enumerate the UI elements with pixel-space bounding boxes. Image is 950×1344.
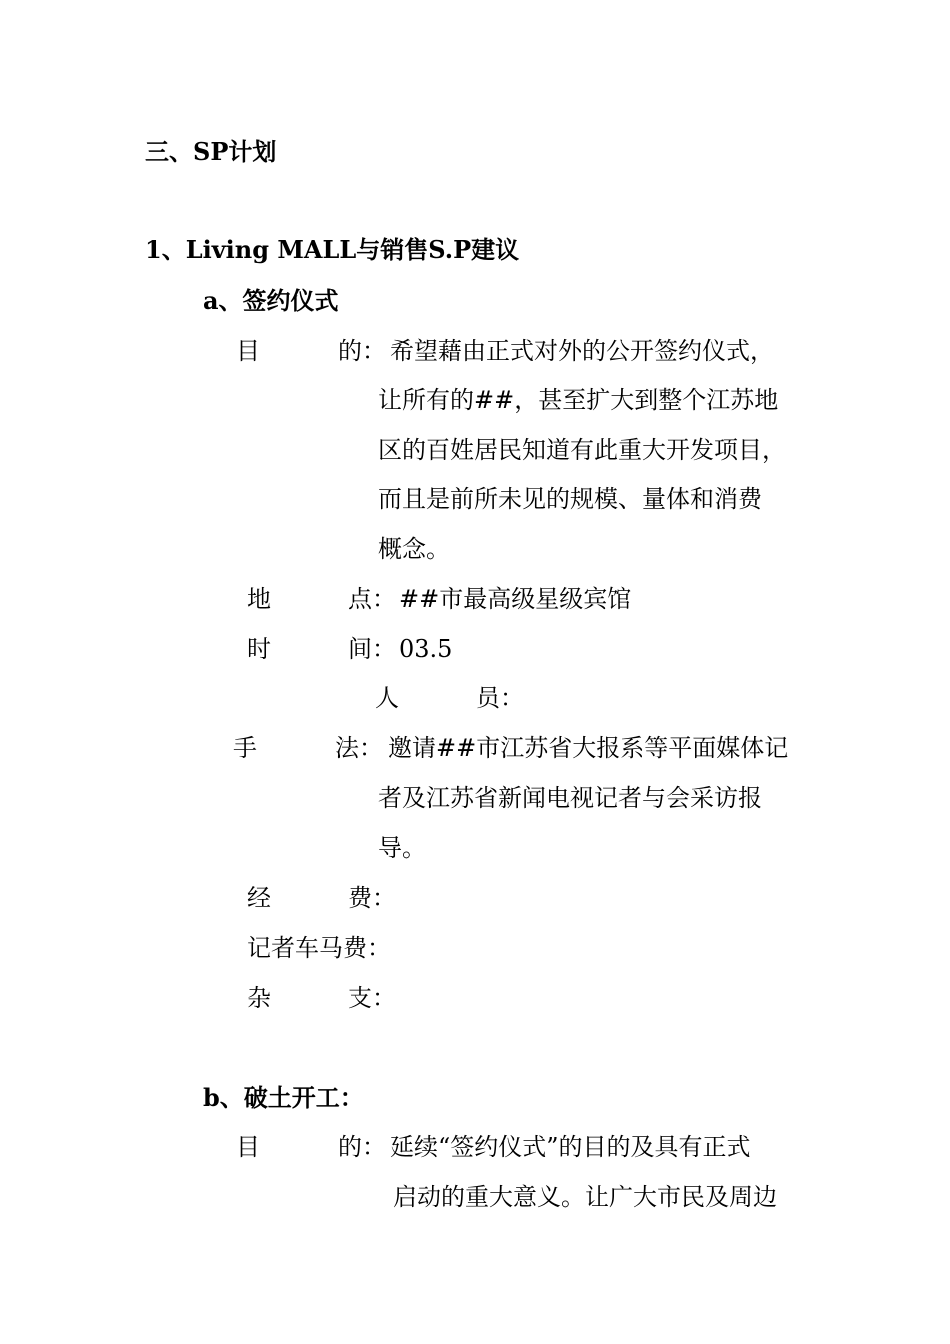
method-line: 者及江苏省新闻电视记者与会采访报: [378, 784, 762, 812]
method-label-left: 手: [233, 734, 257, 762]
place-label-left: 地: [247, 585, 271, 613]
method-label-right: 法：: [335, 734, 383, 762]
method-line: 导。: [378, 834, 426, 862]
purpose-line: 概念。: [378, 535, 450, 563]
method-line: 邀请##市江苏省大报系等平面媒体记: [388, 734, 789, 762]
misc-label-right: 支：: [348, 984, 396, 1012]
time-value: 03.5: [399, 635, 453, 663]
fee-label-right: 费：: [348, 884, 396, 912]
purpose-line: 区的百姓居民知道有此重大开发项目，: [378, 436, 786, 464]
staff-label-right: 员：: [476, 684, 524, 712]
purpose-line: 希望藉由正式对外的公开签约仪式，: [390, 337, 774, 365]
purpose-line: 让所有的##，甚至扩大到整个江苏地: [378, 386, 779, 414]
place-value: ##市最高级星级宾馆: [399, 585, 632, 613]
time-label-right: 间：: [348, 635, 396, 663]
fee-label-left: 经: [247, 884, 271, 912]
subsection-heading: 1、Living MALL与销售S.P建议: [145, 235, 520, 264]
place-label-right: 点：: [348, 585, 396, 613]
purpose-line: 延续“签约仪式”的目的及具有正式: [390, 1133, 751, 1161]
purpose-label-right: 的：: [338, 337, 386, 365]
time-label-left: 时: [247, 635, 271, 663]
purpose-label-left: 目: [236, 1133, 260, 1161]
misc-label-left: 杂: [247, 984, 271, 1012]
purpose-line: 而且是前所未见的规模、量体和消费: [378, 485, 762, 513]
purpose-label-left: 目: [236, 337, 260, 365]
section-heading: 三、SP计划: [145, 137, 277, 166]
car-fee-label: 记者车马费：: [247, 934, 391, 962]
purpose-line: 启动的重大意义。让广大市民及周边: [393, 1183, 777, 1211]
staff-label-left: 人: [375, 684, 399, 712]
item-a-title: a、签约仪式: [203, 286, 339, 315]
purpose-label-right: 的：: [338, 1133, 386, 1161]
item-b-title: b、破土开工：: [203, 1083, 364, 1112]
